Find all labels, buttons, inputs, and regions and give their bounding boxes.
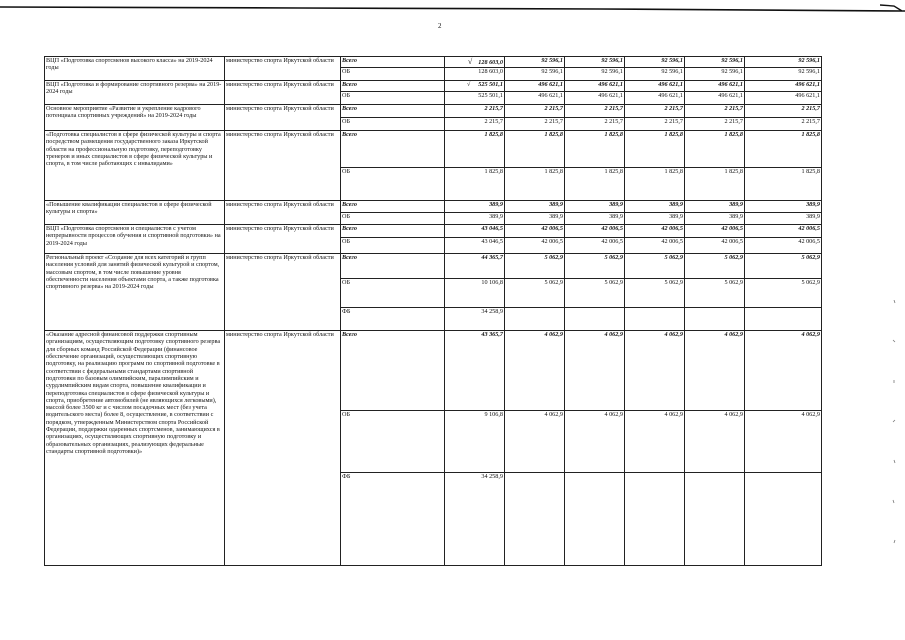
amount-value: 389,9	[609, 213, 623, 220]
amount-value: 2 215,7	[724, 105, 743, 112]
amount-cell	[565, 308, 625, 331]
amount-cell	[625, 238, 685, 254]
amount-cell	[625, 201, 685, 213]
funding-source: ОБ	[341, 118, 445, 131]
amount-value: 1 825,8	[604, 168, 623, 175]
amount-cell	[625, 308, 685, 331]
amount-value: 42 006,5	[798, 225, 820, 232]
program-name: ВЦП «Подготовка и формирование спортивного резерва» на 2019-2024 годы	[45, 81, 225, 105]
amount-value: 1 825,8	[484, 131, 503, 138]
amount-cell	[625, 331, 685, 411]
amount-value: 1 825,8	[801, 131, 820, 138]
budget-table	[44, 56, 822, 566]
amount-cell	[745, 131, 822, 168]
amount-value: 42 006,5	[661, 225, 683, 232]
amount-value: 496 621,1	[538, 81, 563, 88]
amount-cell	[745, 118, 822, 131]
funding-source: ОБ	[341, 238, 445, 254]
funding-source: Всего	[341, 81, 445, 92]
amount-value: 92 596,1	[541, 57, 563, 64]
amount-value: 496 621,1	[795, 92, 820, 99]
amount-value: 496 621,1	[598, 92, 623, 99]
amount-cell	[505, 411, 565, 473]
amount-value: 1 825,8	[801, 168, 820, 175]
amount-value: 389,9	[669, 213, 683, 220]
amount-cell	[565, 201, 625, 213]
amount-cell	[625, 105, 685, 118]
amount-cell	[685, 57, 745, 68]
amount-cell	[745, 331, 822, 411]
amount-value: 5 062,9	[604, 254, 623, 261]
responsible-executor: министерство спорта Иркутской области	[225, 331, 341, 566]
funding-source: ОБ	[341, 213, 445, 225]
amount-cell	[745, 225, 822, 238]
amount-cell	[445, 238, 505, 254]
amount-cell	[685, 213, 745, 225]
amount-cell	[745, 279, 822, 308]
table-row	[45, 254, 822, 279]
amount-cell	[505, 92, 565, 105]
funding-source: ОБ	[341, 279, 445, 308]
amount-cell	[445, 105, 505, 118]
amount-cell	[445, 225, 505, 238]
amount-value: 1 825,8	[544, 131, 563, 138]
amount-value: 5 062,9	[604, 279, 623, 286]
amount-cell	[505, 473, 565, 566]
amount-cell	[685, 254, 745, 279]
funding-source: ОБ	[341, 168, 445, 201]
program-name: ВЦП «Подготовка спортсменов и специалистов с учетом непрерывности процессов обучения и спортивной подготовки» на 2019-2024 годы	[45, 225, 225, 254]
amount-cell	[745, 68, 822, 81]
amount-cell	[445, 411, 505, 473]
amount-cell	[505, 118, 565, 131]
amount-value: 44 365,7	[481, 254, 503, 261]
amount-value: 389,9	[806, 201, 820, 208]
amount-cell	[745, 213, 822, 225]
amount-value: 4 062,9	[724, 331, 743, 338]
amount-value: 92 596,1	[601, 57, 623, 64]
amount-cell	[445, 68, 505, 81]
amount-value: 10 106,8	[481, 279, 503, 286]
amount-value: 92 596,1	[721, 57, 743, 64]
amount-cell	[505, 279, 565, 308]
amount-cell	[625, 81, 685, 92]
amount-value: 389,9	[489, 213, 503, 220]
amount-value: 92 596,1	[798, 68, 820, 75]
amount-cell	[505, 68, 565, 81]
scan-top-border	[0, 6, 905, 12]
program-name: ВЦП «Подготовка спортсменов высокого класса» на 2019-2024 годы	[45, 57, 225, 81]
amount-value: 2 215,7	[484, 118, 503, 125]
amount-value: 92 596,1	[721, 68, 743, 75]
amount-value: 4 062,9	[544, 331, 563, 338]
amount-cell	[565, 279, 625, 308]
amount-value: 2 215,7	[604, 105, 623, 112]
responsible-executor: министерство спорта Иркутской области	[225, 201, 341, 225]
amount-cell	[445, 81, 505, 92]
amount-cell	[505, 238, 565, 254]
amount-cell	[565, 331, 625, 411]
amount-value: 5 062,9	[664, 254, 683, 261]
amount-cell	[445, 201, 505, 213]
amount-cell	[625, 254, 685, 279]
amount-cell	[685, 238, 745, 254]
amount-value: 5 062,9	[664, 279, 683, 286]
amount-value: 2 215,7	[484, 105, 503, 112]
amount-value: 42 006,5	[601, 238, 623, 245]
amount-value: 496 621,1	[598, 81, 623, 88]
amount-value: 4 062,9	[664, 331, 683, 338]
amount-value: 389,9	[806, 213, 820, 220]
amount-cell	[445, 308, 505, 331]
amount-value: 525 501,1	[478, 81, 503, 88]
amount-value: 1 825,8	[544, 168, 563, 175]
amount-value: 43 046,5	[481, 238, 503, 245]
amount-value: 42 006,5	[721, 238, 743, 245]
table-row	[45, 331, 822, 411]
amount-cell	[445, 92, 505, 105]
amount-value: 389,9	[729, 201, 743, 208]
amount-cell	[685, 331, 745, 411]
funding-source: ФБ	[341, 308, 445, 331]
amount-cell	[685, 473, 745, 566]
amount-value: 1 825,8	[604, 131, 623, 138]
funding-source: ФБ	[341, 473, 445, 566]
amount-cell	[745, 308, 822, 331]
amount-value: 42 006,5	[661, 238, 683, 245]
amount-cell	[505, 201, 565, 213]
amount-cell	[505, 57, 565, 68]
amount-value: 9 106,8	[484, 411, 503, 418]
amount-value: 2 215,7	[801, 105, 820, 112]
amount-value: 1 825,8	[484, 168, 503, 175]
responsible-executor: министерство спорта Иркутской области	[225, 57, 341, 81]
program-name: «Подготовка специалистов в сфере физической культуры и спорта посредством размещения государственного заказа Иркутской области на профессиональную подготовку, переподготовку тренеров и иных специалистов в сфере физической культуры и спорта, в том числе работающих с инвалидами»	[45, 131, 225, 201]
amount-value: 4 062,9	[801, 331, 820, 338]
amount-value: 525 501,1	[478, 92, 503, 99]
amount-cell	[505, 331, 565, 411]
amount-cell	[625, 68, 685, 81]
table-row	[45, 81, 822, 92]
amount-value: 2 215,7	[544, 118, 563, 125]
amount-value: 4 062,9	[664, 411, 683, 418]
program-name: «Повышение квалификации специалистов в сфере физической культуры и спорта»	[45, 201, 225, 225]
amount-cell	[565, 225, 625, 238]
amount-value: 2 215,7	[801, 118, 820, 125]
amount-cell	[445, 118, 505, 131]
funding-source: Всего	[341, 225, 445, 238]
amount-cell	[445, 168, 505, 201]
amount-value: 2 215,7	[664, 105, 683, 112]
amount-value: 2 215,7	[724, 118, 743, 125]
amount-value: 496 621,1	[658, 92, 683, 99]
amount-cell	[745, 254, 822, 279]
responsible-executor: министерство спорта Иркутской области	[225, 105, 341, 131]
amount-cell	[445, 254, 505, 279]
amount-cell	[505, 168, 565, 201]
amount-value: 43 365,7	[481, 331, 503, 338]
amount-value: 389,9	[729, 213, 743, 220]
funding-source: Всего	[341, 57, 445, 68]
amount-cell	[445, 213, 505, 225]
amount-value: 1 825,8	[724, 168, 743, 175]
amount-cell	[505, 81, 565, 92]
amount-cell	[625, 92, 685, 105]
amount-cell	[685, 201, 745, 213]
amount-cell	[565, 92, 625, 105]
amount-cell	[565, 213, 625, 225]
amount-cell	[565, 57, 625, 68]
amount-value: 496 621,1	[718, 92, 743, 99]
amount-value: 5 062,9	[724, 279, 743, 286]
amount-value: 92 596,1	[601, 68, 623, 75]
amount-cell	[745, 201, 822, 213]
amount-cell	[625, 57, 685, 68]
amount-value: 389,9	[669, 201, 683, 208]
amount-value: 42 006,5	[541, 238, 563, 245]
amount-cell	[505, 105, 565, 118]
amount-value: 496 621,1	[538, 92, 563, 99]
amount-cell	[505, 225, 565, 238]
amount-cell	[745, 57, 822, 68]
amount-value: 42 006,5	[798, 238, 820, 245]
amount-value: 1 825,8	[664, 168, 683, 175]
table-row	[45, 105, 822, 118]
amount-cell	[505, 213, 565, 225]
amount-cell	[685, 308, 745, 331]
amount-cell	[445, 279, 505, 308]
amount-cell	[445, 131, 505, 168]
amount-cell	[565, 473, 625, 566]
amount-value: 1 825,8	[664, 131, 683, 138]
amount-value: 42 006,5	[541, 225, 563, 232]
amount-cell	[685, 92, 745, 105]
funding-source: ОБ	[341, 68, 445, 81]
amount-cell	[565, 131, 625, 168]
amount-cell	[625, 411, 685, 473]
amount-cell	[745, 473, 822, 566]
amount-cell	[685, 81, 745, 92]
amount-cell	[505, 254, 565, 279]
amount-cell	[685, 279, 745, 308]
amount-cell	[565, 81, 625, 92]
amount-value: 2 215,7	[604, 118, 623, 125]
checkmark: √	[467, 57, 473, 66]
amount-value: 128 603,0	[478, 68, 503, 75]
amount-value: 4 062,9	[544, 411, 563, 418]
page-number: 2	[438, 22, 442, 30]
amount-cell	[565, 254, 625, 279]
funding-source: Всего	[341, 105, 445, 118]
amount-value: 5 062,9	[801, 254, 820, 261]
amount-cell	[745, 411, 822, 473]
amount-cell	[745, 81, 822, 92]
amount-cell	[565, 238, 625, 254]
amount-cell	[445, 473, 505, 566]
amount-cell	[445, 331, 505, 411]
amount-cell	[625, 118, 685, 131]
amount-value: 389,9	[549, 213, 563, 220]
funding-source: Всего	[341, 254, 445, 279]
amount-value: 496 621,1	[658, 81, 683, 88]
funding-source: Всего	[341, 131, 445, 168]
amount-value: 389,9	[609, 201, 623, 208]
amount-cell	[685, 411, 745, 473]
funding-source: ОБ	[341, 411, 445, 473]
amount-value: 4 062,9	[801, 411, 820, 418]
amount-cell	[685, 168, 745, 201]
funding-source: Всего	[341, 331, 445, 411]
responsible-executor: министерство спорта Иркутской области	[225, 225, 341, 254]
amount-value: 42 006,5	[601, 225, 623, 232]
amount-cell	[745, 238, 822, 254]
funding-source: Всего	[341, 201, 445, 213]
responsible-executor: министерство спорта Иркутской области	[225, 254, 341, 331]
amount-cell	[565, 411, 625, 473]
amount-value: 34 258,9	[481, 473, 503, 480]
amount-cell	[445, 57, 505, 68]
amount-value: 389,9	[489, 201, 503, 208]
table-row	[45, 57, 822, 68]
amount-cell	[745, 92, 822, 105]
amount-value: 5 062,9	[544, 279, 563, 286]
amount-value: 92 596,1	[661, 57, 683, 64]
amount-value: 2 215,7	[544, 105, 563, 112]
amount-cell	[745, 168, 822, 201]
funding-source: ОБ	[341, 92, 445, 105]
amount-cell	[685, 105, 745, 118]
amount-value: 1 825,8	[724, 131, 743, 138]
amount-value: 496 621,1	[795, 81, 820, 88]
amount-cell	[565, 168, 625, 201]
amount-cell	[625, 131, 685, 168]
amount-cell	[685, 118, 745, 131]
amount-value: 43 046,5	[481, 225, 503, 232]
amount-cell	[685, 68, 745, 81]
amount-value: 42 006,5	[721, 225, 743, 232]
amount-cell	[625, 473, 685, 566]
amount-cell	[505, 308, 565, 331]
amount-value: 389,9	[549, 201, 563, 208]
amount-cell	[565, 68, 625, 81]
amount-value: 128 603,0	[478, 59, 503, 66]
checkmark: √	[466, 82, 471, 88]
program-name: «Оказание адресной финансовой поддержки спортивным организациям, осуществляющим подготовку спортивного резерва для сборных команд Российской Федерации (финансовое обеспечение организаций, осуществляющих спортивную подготовку, на реализацию программ по спортивной подготовке в соответствии с федеральными стандартами спортивной подготовки по базовым олимпийским, паралимпийским и сурдлимпийским видам спорта, повышение квалификации и переподготовка специалистов в сфере физической культуры и спорта, приобретение автомобилей (не являющихся легковыми), массой более 3500 кг и с числом посадочных мест (без учета водительского места) более 8, осуществление, в соответствии с порядком, утвержденным Министерством спорта Российской Федерации, поддержки одаренных спортсменов, занимающихся в организациях, осуществляющих спортивную подготовку и образовательных организациях, реализующих федеральные стандарты спортивной подготовки)»	[45, 331, 225, 566]
amount-cell	[685, 131, 745, 168]
table-row	[45, 201, 822, 213]
amount-value: 92 596,1	[661, 68, 683, 75]
program-name: Региональный проект «Создание для всех категорий и групп населения условий для занятий физической культурой и спортом, массовым спортом, в том числе повышение уровня обеспеченности населения объектами спорта, а также подготовка спортивного резерва» на 2019-2024 годы	[45, 254, 225, 331]
amount-value: 92 596,1	[798, 57, 820, 64]
program-name: Основное мероприятие «Развитие и укрепление кадрового потенциала спортивных учреждений» на 2019-2024 годы	[45, 105, 225, 131]
amount-value: 5 062,9	[724, 254, 743, 261]
responsible-executor: министерство спорта Иркутской области	[225, 131, 341, 201]
scan-margin-marks	[890, 300, 898, 560]
scan-corner-mark	[880, 2, 902, 12]
amount-cell	[625, 225, 685, 238]
amount-value: 34 258,9	[481, 308, 503, 315]
amount-value: 92 596,1	[541, 68, 563, 75]
amount-cell	[505, 131, 565, 168]
table-row	[45, 131, 822, 168]
amount-value: 4 062,9	[604, 331, 623, 338]
amount-value: 4 062,9	[604, 411, 623, 418]
amount-cell	[685, 225, 745, 238]
amount-cell	[565, 105, 625, 118]
amount-value: 4 062,9	[724, 411, 743, 418]
amount-value: 496 621,1	[718, 81, 743, 88]
amount-value: 5 062,9	[544, 254, 563, 261]
amount-cell	[565, 118, 625, 131]
amount-value: 5 062,9	[801, 279, 820, 286]
amount-value: 2 215,7	[664, 118, 683, 125]
responsible-executor: министерство спорта Иркутской области	[225, 81, 341, 105]
amount-cell	[625, 213, 685, 225]
table-row	[45, 225, 822, 238]
amount-cell	[745, 105, 822, 118]
amount-cell	[625, 168, 685, 201]
amount-cell	[625, 279, 685, 308]
